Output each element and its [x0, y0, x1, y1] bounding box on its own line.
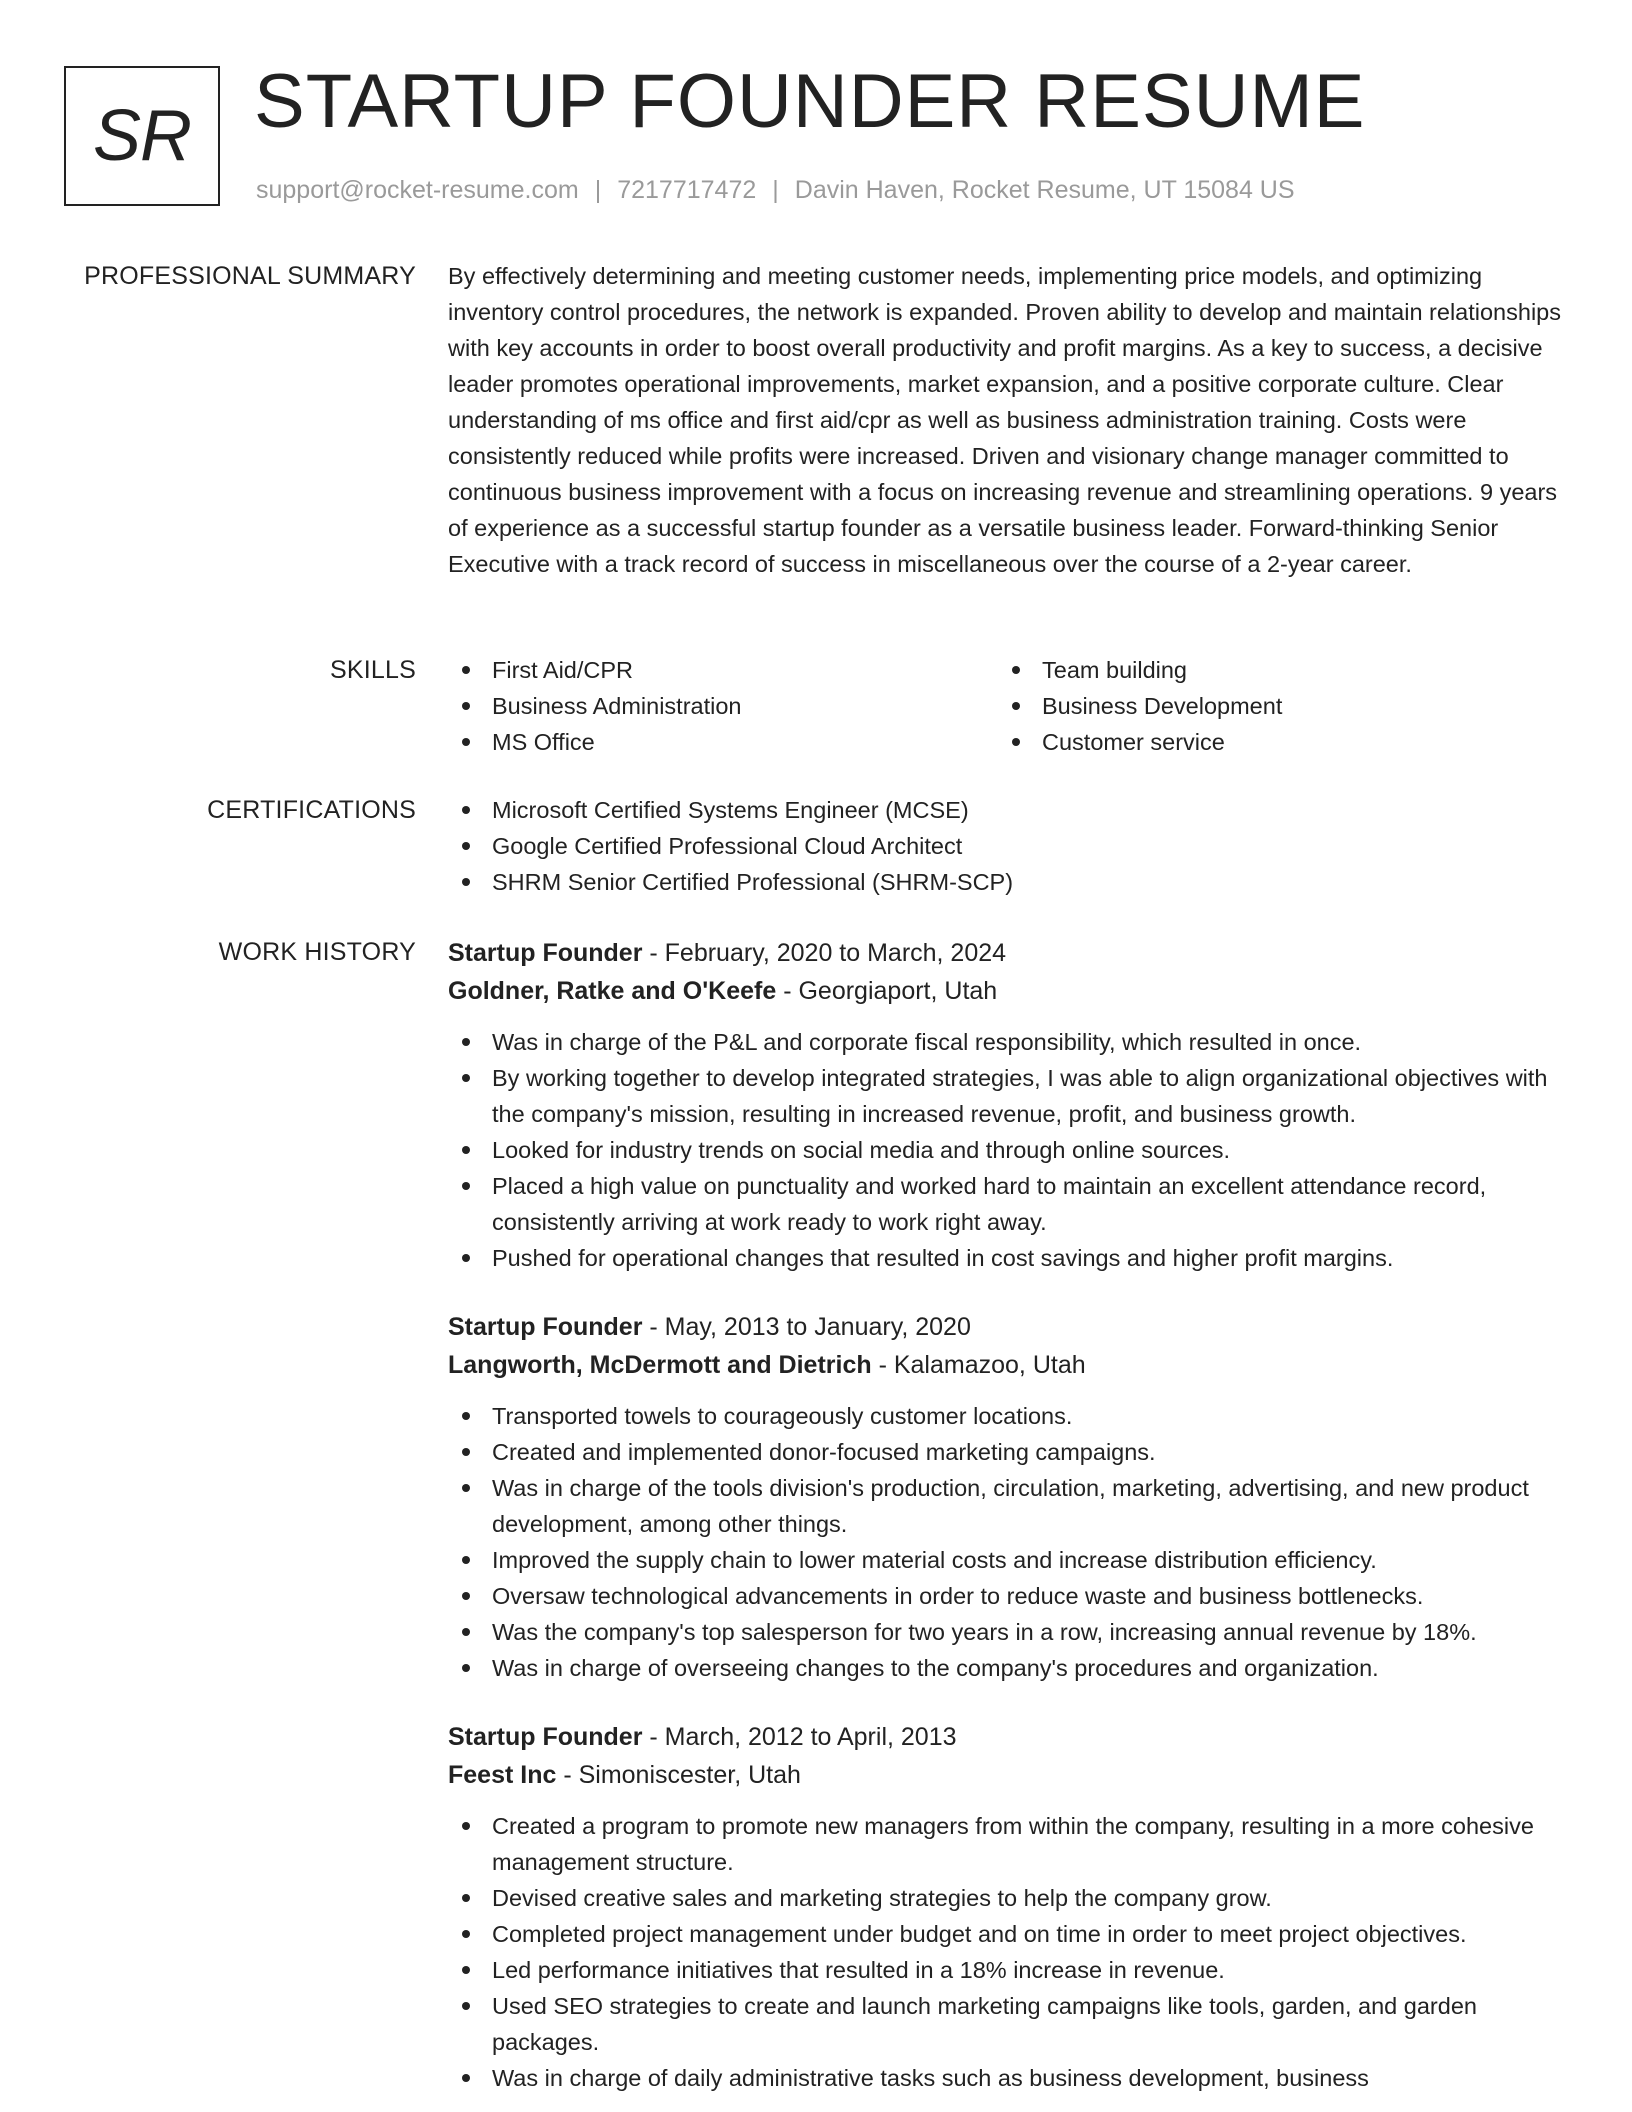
- job-dates: - March, 2012 to April, 2013: [642, 1723, 957, 1751]
- skills-list-right: [998, 652, 1548, 760]
- job-dates: - February, 2020 to March, 2024: [642, 939, 1007, 967]
- list-item: Was in charge of daily administrative tasks such as business development, business: [448, 2060, 1566, 2096]
- job-entry: [448, 1718, 1566, 2096]
- list-item: Was in charge of overseeing changes to the company's procedures and organization.: [448, 1650, 1566, 1686]
- work-history-body: [448, 934, 1566, 2096]
- skills-body: [448, 652, 1566, 760]
- list-item: Customer service: [998, 724, 1548, 760]
- list-item: Placed a high value on punctuality and worked hard to maintain an excellent attendance record, consistently arriving at work ready to work right away.: [448, 1168, 1566, 1240]
- list-item: MS Office: [448, 724, 998, 760]
- job-company: Goldner, Ratke and O'Keefe: [448, 977, 777, 1005]
- list-item: Was in charge of the P&L and corporate fiscal responsibility, which resulted in once.: [448, 1024, 1566, 1060]
- list-item: Devised creative sales and marketing strategies to help the company grow.: [448, 1880, 1566, 1916]
- list-item: SHRM Senior Certified Professional (SHRM-SCP): [448, 864, 1566, 900]
- job-title-line: [448, 934, 1566, 972]
- resume-title: STARTUP FOUNDER RESUME: [254, 59, 1366, 144]
- job-title-line: [448, 1718, 1566, 1756]
- list-item: Used SEO strategies to create and launch marketing campaigns like tools, garden, and garden packages.: [448, 1988, 1566, 2060]
- job-title-line: [448, 1308, 1566, 1346]
- section-label-skills: SKILLS: [330, 656, 416, 684]
- list-item: First Aid/CPR: [448, 652, 998, 688]
- job-bullets: [448, 1398, 1566, 1686]
- skills-list-left: [448, 652, 998, 760]
- list-item: Was the company's top salesperson for two years in a row, increasing annual revenue by 18%.: [448, 1614, 1566, 1650]
- job-bullets: [448, 1024, 1566, 1276]
- job-bullets: [448, 1808, 1566, 2096]
- job-title: Startup Founder: [448, 1313, 643, 1341]
- job-entry: [448, 934, 1566, 1276]
- section-label-work-history: WORK HISTORY: [218, 938, 416, 966]
- certifications-list: [448, 792, 1566, 900]
- list-item: Team building: [998, 652, 1548, 688]
- contact-separator: |: [772, 176, 779, 204]
- summary-text: By effectively determining and meeting customer needs, implementing price models, and optimizing inventory control procedures, the network is expanded. Proven ability to develop and maintain relationships with key accounts in order to boost overall productivity and profit margins. As a key to success, a decisive leader promotes operational improvements, market expansion, and a positive corporate culture. Clear understanding of ms office and first aid/cpr as well as business administration training. Costs were consistently reduced while profits were increased. Driven and visionary change manager committed to continuous business improvement with a focus on increasing revenue and streamlining operations. 9 years of experience as a successful startup founder as a versatile business leader. Forward-thinking Senior Executive with a track record of success in miscellaneous over the course of a 2-year career.: [448, 263, 1561, 577]
- skills-grid: [448, 652, 1566, 760]
- section-label-summary: PROFESSIONAL SUMMARY: [84, 262, 416, 290]
- job-dates: - May, 2013 to January, 2020: [642, 1313, 971, 1341]
- job-company: Feest Inc: [448, 1761, 557, 1789]
- list-item: Led performance initiatives that resulted in a 18% increase in revenue.: [448, 1952, 1566, 1988]
- job-title: Startup Founder: [448, 1723, 643, 1751]
- contact-line: [256, 174, 1295, 206]
- job-company-line: [448, 972, 1566, 1010]
- list-item: Oversaw technological advancements in order to reduce waste and business bottlenecks.: [448, 1578, 1566, 1614]
- contact-separator: |: [594, 176, 602, 204]
- job-company: Langworth, McDermott and Dietrich: [448, 1351, 872, 1379]
- list-item: By working together to develop integrated strategies, I was able to align organizational objectives with the company's mission, resulting in increased revenue, profit, and business growth.: [448, 1060, 1566, 1132]
- list-item: Created a program to promote new managers from within the company, resulting in a more cohesive management structure.: [448, 1808, 1566, 1880]
- list-item: Created and implemented donor-focused marketing campaigns.: [448, 1434, 1566, 1470]
- contact-email: support@rocket-resume.com: [256, 176, 579, 204]
- contact-phone: 7217717472: [617, 176, 757, 204]
- section-label-certifications: CERTIFICATIONS: [207, 796, 416, 824]
- monogram-initials: SR: [92, 96, 192, 176]
- job-entry: [448, 1308, 1566, 1686]
- list-item: Completed project management under budget and on time in order to meet project objectives.: [448, 1916, 1566, 1952]
- list-item: Transported towels to courageously customer locations.: [448, 1398, 1566, 1434]
- job-title: Startup Founder: [448, 939, 643, 967]
- list-item: Improved the supply chain to lower material costs and increase distribution efficiency.: [448, 1542, 1566, 1578]
- list-item: Pushed for operational changes that resulted in cost savings and higher profit margins.: [448, 1240, 1566, 1276]
- summary-body: [448, 258, 1566, 582]
- contact-address: Davin Haven, Rocket Resume, UT 15084 US: [794, 176, 1295, 204]
- list-item: Business Administration: [448, 688, 998, 724]
- monogram-logo: [64, 66, 220, 206]
- job-location: - Georgiaport, Utah: [776, 977, 998, 1005]
- list-item: Business Development: [998, 688, 1548, 724]
- list-item: Was in charge of the tools division's production, circulation, marketing, advertising, and new product development, among other things.: [448, 1470, 1566, 1542]
- list-item: Microsoft Certified Systems Engineer (MCSE): [448, 792, 1566, 828]
- list-item: Looked for industry trends on social media and through online sources.: [448, 1132, 1566, 1168]
- job-location: - Kalamazoo, Utah: [871, 1351, 1086, 1379]
- job-company-line: [448, 1756, 1566, 1794]
- job-company-line: [448, 1346, 1566, 1384]
- list-item: Google Certified Professional Cloud Architect: [448, 828, 1566, 864]
- job-location: - Simoniscester, Utah: [556, 1761, 801, 1789]
- certifications-body: [448, 792, 1566, 900]
